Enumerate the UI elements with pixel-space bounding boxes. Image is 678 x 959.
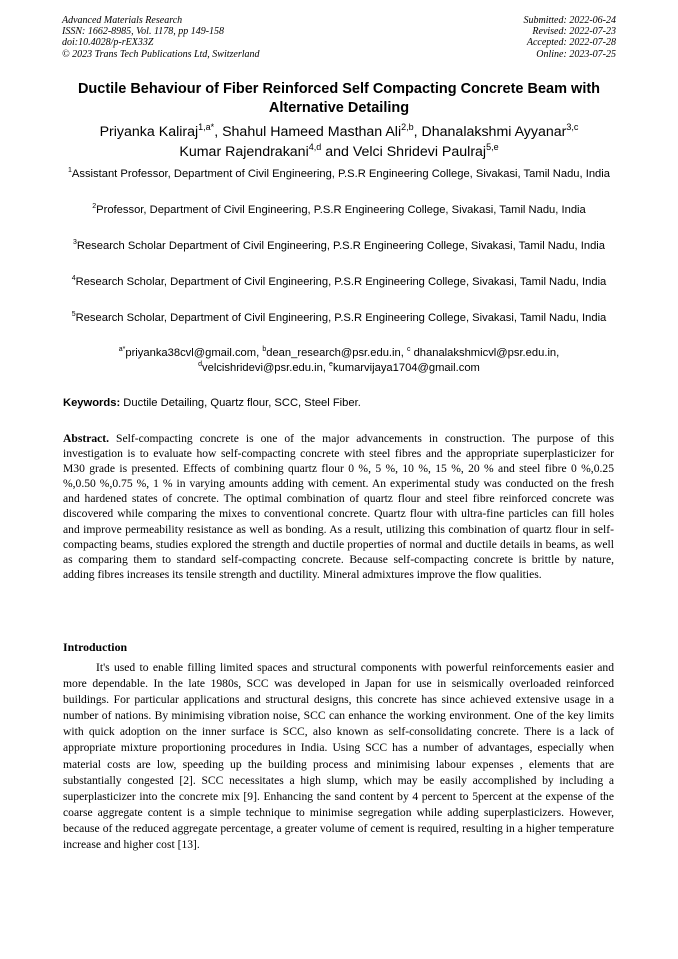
affiliation-number: 3	[72, 239, 77, 246]
affiliation-number: 1	[67, 167, 72, 174]
introduction-paragraph: It's used to enable filling limited spaces and structural components with powerful reinforcements easier and more dependable. In the late 1980s, SCC was developed in Japan for use in seismically overloaded reinforced buildings. For particular applications and structural designs, this concrete has since achieved extensive usage in a number of nations. By minimising vibration noise, SCC can enhance the working environment. One of the key limits with quick adoption on the inner surface is SCC, also known as self-consolidating concrete. There is a lack of appropriate mixture proportioning procedures in India. Using SCC has a number of advantages, especially when material costs are low, speeding up the building process and minimising labour expenses , elements that are substantially congested [2]. SCC necessitates a high slump, which may be easily accomplished by including a superplasticizer into the concrete mix [9]. Enhancing the sand content by 4 percent to 5percent at the expense of the coarse aggregate content is a simple technique to minimise segregation while adding superplasticizers. However, because of the reduced aggregate percentage, a greater volume of cement is required, resulting in a higher temperature increase and higher cost [13].	[63, 661, 614, 852]
abstract-label: Abstract.	[63, 432, 110, 445]
paper-title: Ductile Behaviour of Fiber Reinforced Self Compacting Concrete Beam with Alternative Detailing	[77, 81, 601, 116]
affiliation-3	[66, 239, 612, 254]
abstract-text: Self-compacting concrete is one of the major advancements in construction. The purpose of this investigation is to evaluate how self-compacting concrete with steel fibres and the appropriate superplasticizer for M30 grade is presented. Effects of combining quartz flour 0 %, 5 %, 10 %, 15 %, 20 % and steel fibre 0 %,0.25 %,0.50 %,0.75 %, 1 % in varying amounts adding with cement. An experimental study was conducted on the fresh and hardened states of concrete. The optimal combination of quartz flour and steel fibre reinforced concrete was discovered while comparing the mixes to conventional concrete. Quartz flour with ultra-fine particles can fill holes and improve permeability resistance as well as bonding. As a result, utilizing this combination of quartz flour in self-compacting beams, studies explored the strength and ductile properties of normal and ductile details in beams, as well as comparing them to standard self-compacting concrete. Because self-compacting concrete is brittle by nature, adding fibres increases its tensile strength and ductility. Mineral admixtures improve the flow qualities.	[63, 432, 614, 581]
affiliation-text: Research Scholar Department of Civil Engineering, P.S.R Engineering College, Sivakasi, Tamil Nadu, India	[76, 240, 606, 252]
section-heading-introduction: Introduction	[63, 640, 128, 654]
keywords-text: Ductile Detailing, Quartz flour, SCC, Steel Fiber.	[120, 397, 361, 409]
affiliation-number: 4	[71, 275, 76, 282]
author-superscript: 5,e	[486, 142, 499, 152]
author-superscript: 2,b	[401, 122, 414, 132]
author-name: Shahul Hameed Masthan Ali	[222, 124, 402, 140]
author-name: Velci Shridevi Paulraj	[352, 144, 487, 160]
submission-dates	[524, 15, 617, 60]
email-address[interactable]: velcishridevi@psr.edu.in,	[202, 362, 330, 374]
revised-date: Revised: 2022-07-23	[532, 26, 616, 38]
abstract	[63, 431, 614, 582]
author-separator: ,	[413, 124, 422, 140]
affiliation-text: Assistant Professor, Department of Civil Engineering, P.S.R Engineering College, Sivakasi, Tamil Nadu, India	[71, 168, 610, 180]
author-superscript: 4,d	[308, 142, 322, 152]
online-date: Online: 2023-07-25	[536, 48, 616, 60]
keywords	[63, 396, 623, 411]
copyright-line: © 2023 Trans Tech Publications Ltd, Switzerland	[62, 48, 260, 60]
email-superscript: d	[198, 361, 203, 368]
email-address[interactable]: kumarvijaya1704@gmail.com	[332, 362, 480, 374]
affiliation-text: Professor, Department of Civil Engineering, P.S.R Engineering College, Sivakasi, Tamil Nadu, India	[96, 204, 586, 216]
doi-line: doi:10.4028/p-rEX33Z	[62, 37, 154, 49]
author-emails	[66, 346, 612, 376]
affiliation-number: 2	[92, 203, 97, 210]
email-address[interactable]: dean_research@psr.edu.in,	[266, 347, 407, 359]
affiliation-text: Research Scholar, Department of Civil Engineering, P.S.R Engineering College, Sivakasi, Tamil Nadu, India	[75, 312, 607, 324]
email-superscript: a*	[118, 346, 126, 353]
submitted-date: Submitted: 2022-06-24	[523, 15, 616, 26]
journal-info	[62, 15, 260, 60]
affiliation-number: 5	[71, 311, 76, 318]
author-superscript: 1,a*	[198, 122, 215, 132]
email-superscript: c	[406, 346, 411, 353]
author-separator: and	[321, 144, 353, 160]
author-name: Dhanalakshmi Ayyanar	[421, 124, 567, 140]
email-address[interactable]: priyanka38cvl@gmail.com,	[125, 347, 263, 359]
email-superscript: e	[329, 361, 333, 368]
author-superscript: 3,c	[566, 122, 579, 132]
issn-line: ISSN: 1662-8985, Vol. 1178, pp 149-158	[62, 26, 225, 38]
affiliation-5	[66, 311, 612, 326]
email-superscript: b	[262, 346, 267, 353]
accepted-date: Accepted: 2022-07-28	[526, 37, 616, 49]
affiliation-1	[66, 167, 612, 182]
author-list	[40, 122, 638, 162]
author-name: Priyanka Kaliraj	[99, 124, 199, 140]
journal-name: Advanced Materials Research	[62, 15, 183, 26]
email-address[interactable]: dhanalakshmicvl@psr.edu.in,	[410, 347, 560, 359]
affiliation-2	[66, 203, 612, 218]
affiliation-text: Research Scholar, Department of Civil Engineering, P.S.R Engineering College, Sivakasi, Tamil Nadu, India	[75, 276, 607, 288]
author-separator: ,	[214, 124, 223, 140]
author-name: Kumar Rajendrakani	[179, 144, 309, 160]
keywords-label: Keywords:	[63, 397, 121, 409]
affiliation-4	[66, 275, 612, 290]
